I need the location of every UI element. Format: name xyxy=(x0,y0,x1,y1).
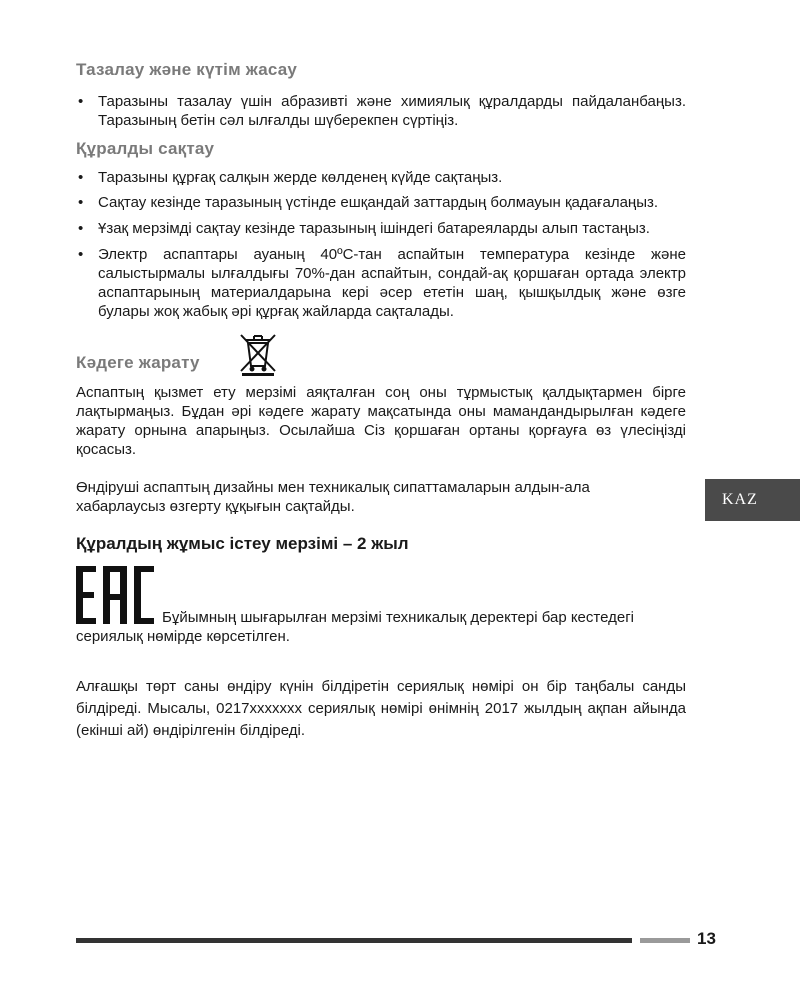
disposal-text: Аспаптың қызмет ету мерзімі аяқталған соң оны тұрмыстық қалдықтармен бірге лақтырмаңыз. Бұдан әрі кәдеге жарату мақсатында оны мамандандырылған кәдеге жарату орнына апарыңыз. Осылайша Сіз қоршаған ортаны қорғауға өз үлесіңізді қосасыз. xyxy=(76,384,686,458)
disposal-heading: Кәдеге жарату xyxy=(76,353,200,372)
service-life-heading: Құралдың жұмыс істеу мерзімі – 2 жыл xyxy=(76,534,409,553)
service-life-block xyxy=(76,566,686,654)
manufacturer-note: Өндіруші аспаптың дизайны мен техникалық сипаттамаларын алдын-ала хабарлаусыз өзгерту құқығын сақтайды. xyxy=(76,479,590,515)
footer-rule xyxy=(76,938,632,943)
serial-note: Алғашқы төрт саны өндіру күнін білдіретін сериялық нөмірі он бір таңбалы санды білдіреді. Мысалы, 0217xxxxxxx сериялық нөмірі өнімнің 2017 жылдың ақпан айында (екінші ай) өндірілгенін білдіреді. xyxy=(76,678,686,739)
list-item: • Таразыны құрғақ салқын жерде көлденең күйде сақтаңыз. xyxy=(76,168,686,187)
page-number: 13 xyxy=(697,929,716,948)
disposal-heading-row xyxy=(76,331,686,377)
list-item: • Таразыны тазалау үшін абразивті және химиялық құралдарды пайдаланбаңыз. Таразының бетін сәл ылғалды шүберекпен сүртіңіз. xyxy=(76,92,686,130)
language-tab: KAZ xyxy=(705,479,800,521)
storage-heading: Құралды сақтау xyxy=(76,139,215,158)
crossed-bin-icon xyxy=(236,331,280,377)
cleaning-list xyxy=(76,92,686,130)
list-item: • Электр аспаптары ауаның 40ºC-тан аспайтын температура кезінде және салыстырмалы ылғалдығы 70%-дан аспайтын, сондай-ақ қоршаған ортада электр аспаптарының материалдарына кері әсер ететін шаң, қышқылдық және өзге булары жоқ жабық әрі құрғақ жайларда сақталады. xyxy=(76,245,686,321)
list-item: • Ұзақ мерзімді сақтау кезінде таразының ішіндегі батареяларды алып тастаңыз. xyxy=(76,219,686,238)
cleaning-heading: Тазалау және күтім жасау xyxy=(76,60,298,79)
service-life-text: Бұйымның шығарылған мерзімі техникалық деректері бар кестедегі сериялық нөмірде көрсетілген. xyxy=(76,609,635,645)
storage-list xyxy=(76,168,686,321)
footer-rule-accent xyxy=(640,938,690,943)
list-item: • Сақтау кезінде таразының үстінде ешқандай заттардың болмауын қадағалаңыз. xyxy=(76,193,686,212)
page-content xyxy=(76,60,686,742)
